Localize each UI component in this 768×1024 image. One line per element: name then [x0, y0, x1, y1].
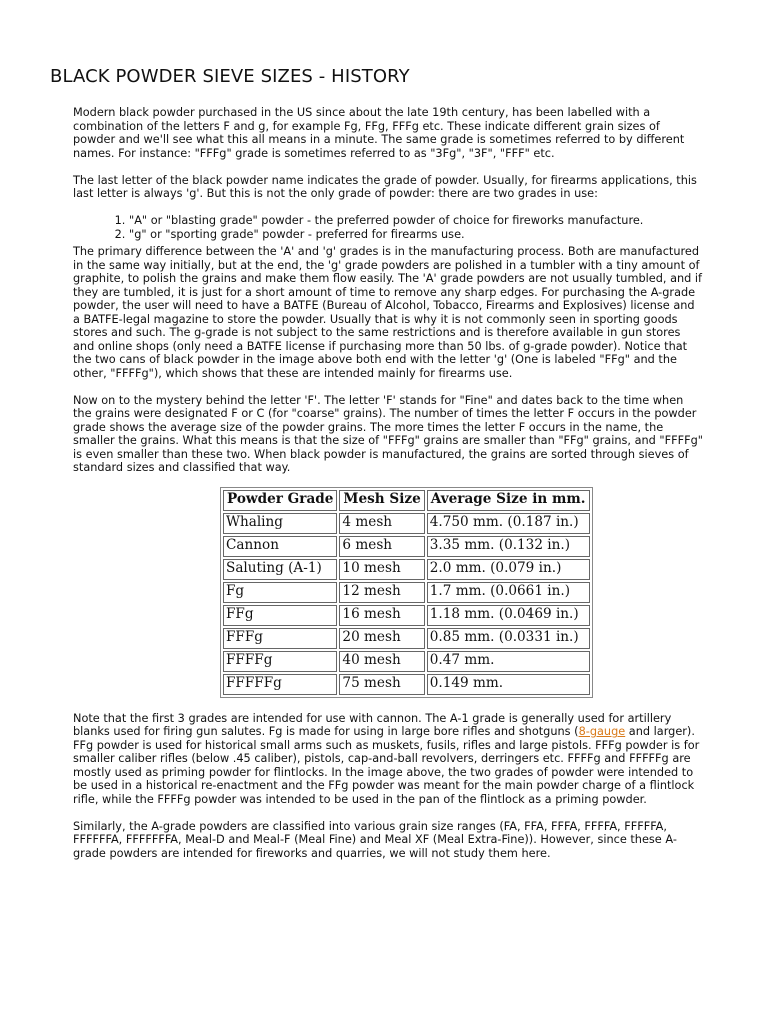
- intro-paragraph: Modern black powder purchased in the US since about the late 19th century, has been labelled with a combination of the letters F and g, for example Fg, FFg, FFFg etc. These indicate different grain sizes of powder and we'll see what this all means in a minute. The same grade is sometimes referred to by different names. For instance: "FFFg" grade is sometimes referred to as "3Fg", "3F", "FFF" etc.: [73, 106, 685, 160]
- grade-cell: Saluting (A-1): [223, 559, 337, 580]
- size-cell: 4.750 mm. (0.187 in.): [427, 513, 590, 534]
- grade-cell: Fg: [223, 582, 337, 603]
- mesh-cell: 16 mesh: [339, 605, 424, 626]
- table-row: [223, 674, 590, 695]
- list-item: 1. "A" or "blasting grade" powder - the preferred powder of choice for fireworks manufacture.: [129, 214, 703, 228]
- header-average-size: Average Size in mm.: [427, 490, 590, 511]
- table-row: [223, 628, 590, 649]
- grade-cell: Whaling: [223, 513, 337, 534]
- mesh-cell: 20 mesh: [339, 628, 424, 649]
- mesh-cell: 10 mesh: [339, 559, 424, 580]
- mesh-cell: 40 mesh: [339, 651, 424, 672]
- grades-usage-text-start: Note that the first 3 grades are intended for use with cannon. The A-1 grade is generally used for artillery blanks used for firing gun salutes. Fg is made for using in large bore rifles and shotguns (: [73, 711, 672, 738]
- size-cell: 3.35 mm. (0.132 in.): [427, 536, 590, 557]
- size-cell: 1.18 mm. (0.0469 in.): [427, 605, 590, 626]
- sieve-size-table: [220, 487, 593, 698]
- mesh-cell: 4 mesh: [339, 513, 424, 534]
- table-row: [223, 651, 590, 672]
- grade-list: [73, 214, 703, 241]
- article-body: [73, 106, 703, 874]
- grade-cell: FFg: [223, 605, 337, 626]
- table-row: [223, 513, 590, 534]
- mesh-cell: 75 mesh: [339, 674, 424, 695]
- table-row: [223, 559, 590, 580]
- grades-usage-paragraph: [73, 712, 703, 807]
- grade-cell: FFFFg: [223, 651, 337, 672]
- grades-usage-text-end: and larger). FFg powder is used for historical small arms such as muskets, fusils, rifles and large pistols. FFFg powder is for smaller caliber rifles (below .45 caliber), pistols, cap-and-ball revolvers, derringers etc. FFFFg and FFFFFg are mostly used as priming powder for flintlocks. In the image above, the two grades of powder were intended to be used in a historical re-enactment and the FFg powder was meant for the main powder charge of a flintlock rifle, while the FFFFg powder was intended to be used in the pan of the flintlock as a priming powder.: [73, 725, 700, 806]
- size-cell: 1.7 mm. (0.0661 in.): [427, 582, 590, 603]
- header-mesh-size: Mesh Size: [339, 490, 424, 511]
- size-cell: 2.0 mm. (0.079 in.): [427, 559, 590, 580]
- grade-cell: FFFg: [223, 628, 337, 649]
- mesh-cell: 6 mesh: [339, 536, 424, 557]
- size-cell: 0.47 mm.: [427, 651, 590, 672]
- grade-letter-paragraph: The last letter of the black powder name indicates the grade of powder. Usually, for firearms applications, this last letter is always 'g'. But this is not the only grade of powder: there are two grades in use:: [73, 173, 697, 200]
- table-header-row: [223, 490, 590, 511]
- gauge-link[interactable]: 8-gauge: [578, 725, 626, 738]
- size-cell: 0.149 mm.: [427, 674, 590, 695]
- list-item: 2. "g" or "sporting grade" powder - preferred for firearms use.: [129, 228, 703, 242]
- header-powder-grade: Powder Grade: [223, 490, 337, 511]
- letter-f-paragraph: Now on to the mystery behind the letter 'F'. The letter 'F' stands for "Fine" and dates back to the time when the grains were designated F or C (for "coarse" grains). The number of times the letter F occurs in the powder grade shows the average size of the powder grains. The more times the letter F occurs in the name, the smaller the grains. What this means is that the size of "FFFg" grains are smaller than "FFg" grains, and "FFFFg" is even smaller than these two. When black powder is manufactured, the grains are sorted through sieves of standard sizes and classified that way.: [73, 393, 703, 474]
- page-title: BLACK POWDER SIEVE SIZES - HISTORY: [50, 66, 410, 87]
- table-row: [223, 605, 590, 626]
- table-row: [223, 582, 590, 603]
- size-cell: 0.85 mm. (0.0331 in.): [427, 628, 590, 649]
- mesh-cell: 12 mesh: [339, 582, 424, 603]
- a-grade-paragraph: Similarly, the A-grade powders are classified into various grain size ranges (FA, FFA, FFFA, FFFFA, FFFFFA, FFFFFFA, FFFFFFFA, Meal-D and Meal-F (Meal Fine) and Meal XF (Meal Extra-Fine)). However, since these A-grade powders are intended for fireworks and quarries, we will not study them here.: [73, 819, 677, 860]
- table-row: [223, 536, 590, 557]
- grade-cell: Cannon: [223, 536, 337, 557]
- manufacturing-paragraph: The primary difference between the 'A' and 'g' grades is in the manufacturing process. Both are manufactured in the same way initially, but at the end, the 'g' grade powders are polished in a tumbler with a tiny amount of graphite, to polish the grains and make them flow easily. The 'A' grade powders are not usually tumbled, and if they are tumbled, it is just for a short amount of time to remove any sharp edges. For purchasing the A-grade powder, the user will need to have a BATFE (Bureau of Alcohol, Tobacco, Firearms and Explosives) license and a BATFE-legal magazine to store the powder. Usually that is why it is not commonly seen in sporting goods stores and such. The g-grade is not subject to the same restrictions and is therefore available in gun stores and online shops (only need a BATFE license if purchasing more than 50 lbs. of g-grade powder). Notice that the two cans of black powder in the image above both end with the letter 'g' (One is labeled "FFg" and the other, "FFFFg"), which shows that these are intended mainly for firearms use.: [73, 245, 703, 380]
- grade-cell: FFFFFg: [223, 674, 337, 695]
